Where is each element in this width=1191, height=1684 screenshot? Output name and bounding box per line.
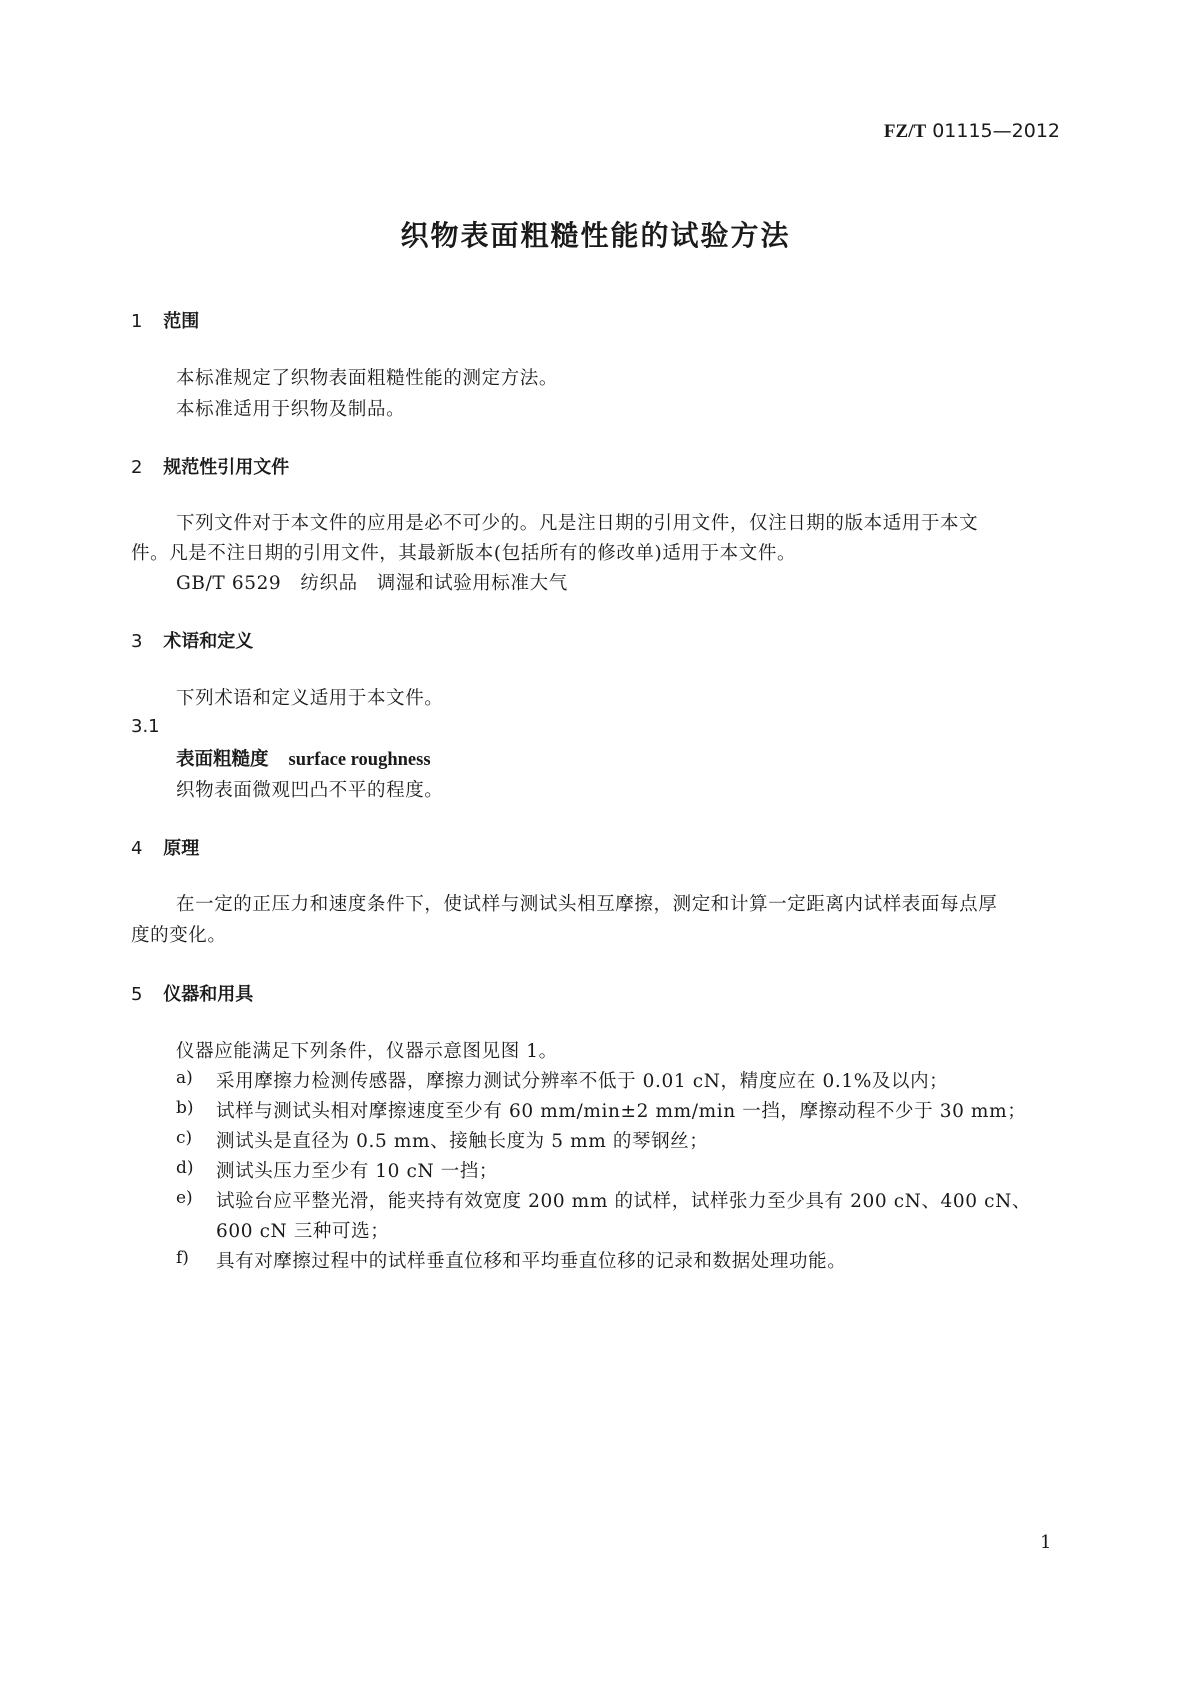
list-item-text: 试验台应平整光滑，能夹持有效宽度 200 mm 的试样，试样张力至少具有 200 cN、400 cN、: [216, 1191, 1032, 1212]
list-item-text: 试样与测试头相对摩擦速度至少有 60 mm/min±2 mm/min 一挡，摩擦动程不少于 30 mm；: [216, 1101, 1027, 1122]
paragraph-line: 下列文件对于本文件的应用是必不可少的。凡是注日期的引用文件，仅注日期的版本适用于本文: [176, 513, 979, 534]
list-item-text-continued: 600 cN 三种可选；: [216, 1221, 390, 1242]
subsection-number: 3.1: [131, 716, 160, 737]
section-title: 规范性引用文件: [163, 457, 290, 478]
list-item-label: e): [176, 1188, 193, 1208]
list-item-text: 测试头压力至少有 10 cN 一挡；: [216, 1161, 499, 1182]
section-number: 4: [131, 838, 143, 859]
section-number: 2: [131, 457, 143, 478]
list-item-label: d): [176, 1158, 194, 1178]
section-number: 1: [131, 311, 143, 332]
section-1-heading: [131, 307, 199, 333]
section-2-heading: [131, 453, 289, 479]
paragraph: 本标准适用于织物及制品。: [176, 399, 406, 420]
section-title: 术语和定义: [163, 631, 254, 652]
term-en: surface roughness: [288, 750, 431, 770]
normative-reference: GB/T 6529 纺织品 调湿和试验用标准大气: [176, 573, 568, 594]
section-3-heading: [131, 627, 253, 653]
list-item-text: 采用摩擦力检测传感器，摩擦力测试分辨率不低于 0.01 cN，精度应在 0.1%及以内；: [216, 1071, 949, 1092]
term-definition: 织物表面微观凹凸不平的程度。: [176, 780, 444, 801]
standard-number: [884, 120, 1060, 143]
paragraph: 仪器应能满足下列条件，仪器示意图见图 1。: [176, 1041, 558, 1062]
paragraph-line: 度的变化。: [131, 925, 227, 946]
section-number: 3: [131, 631, 143, 652]
paragraph-line: 件。凡是不注日期的引用文件，其最新版本(包括所有的修改单)适用于本文件。: [131, 543, 797, 564]
paragraph: 本标准规定了织物表面粗糙性能的测定方法。: [176, 368, 559, 389]
section-4-heading: [131, 834, 199, 860]
page-number: 1: [1040, 1532, 1052, 1553]
paragraph-line: 在一定的正压力和速度条件下，使试样与测试头相互摩擦，测定和计算一定距离内试样表面每点厚: [176, 894, 998, 915]
section-title: 范围: [163, 311, 200, 332]
standard-code: 01115—2012: [932, 120, 1060, 142]
term-entry: [176, 745, 431, 771]
section-title: 原理: [163, 838, 200, 859]
term-zh: 表面粗糙度: [176, 749, 269, 770]
paragraph: 下列术语和定义适用于本文件。: [176, 688, 444, 709]
list-item-text: 测试头是直径为 0.5 mm、接触长度为 5 mm 的琴钢丝；: [216, 1131, 709, 1152]
list-item-label: f): [176, 1248, 189, 1268]
list-item-text: 具有对摩擦过程中的试样垂直位移和平均垂直位移的记录和数据处理功能。: [216, 1251, 847, 1272]
list-item-label: c): [176, 1128, 193, 1148]
section-5-heading: [131, 980, 253, 1006]
standard-prefix: FZ/T: [883, 121, 927, 142]
section-number: 5: [131, 984, 143, 1005]
section-title: 仪器和用具: [163, 984, 254, 1005]
document-title: 织物表面粗糙性能的试验方法: [400, 219, 791, 252]
list-item-label: b): [176, 1098, 194, 1118]
list-item-label: a): [176, 1068, 193, 1088]
